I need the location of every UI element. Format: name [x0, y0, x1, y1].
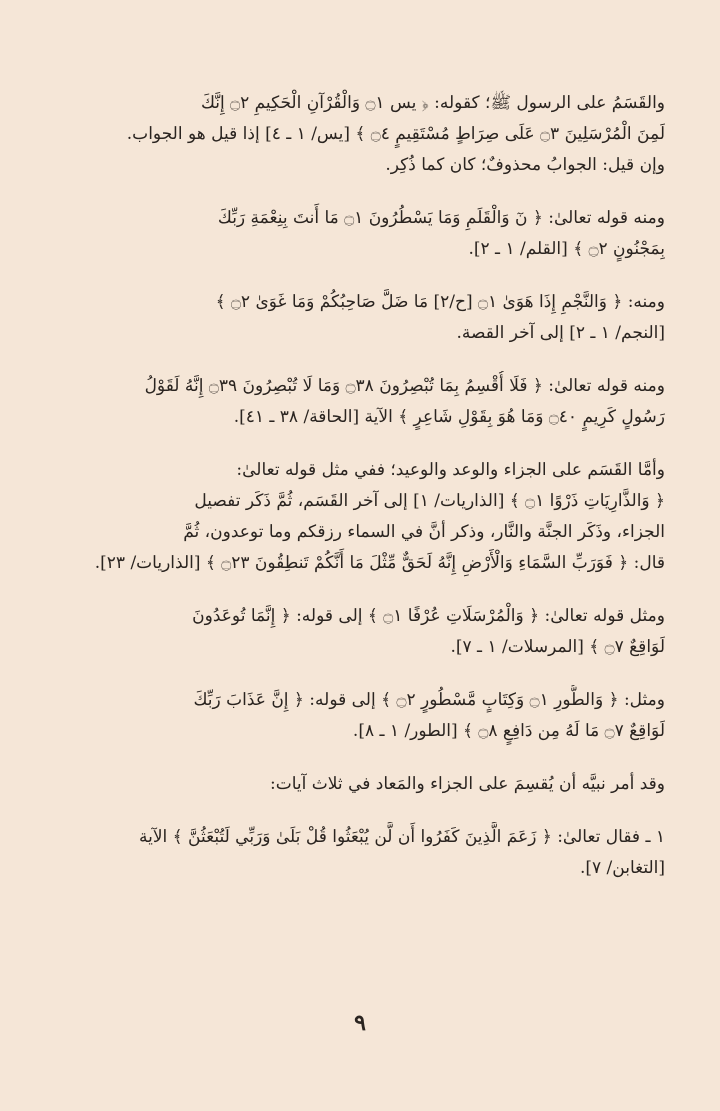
paragraph: [55, 455, 665, 579]
text-line: [النجم/ ١ ـ ٢] إلى آخر القصة.: [456, 323, 665, 343]
text-line: ومنه قوله تعالىٰ: ﴿ فَلَا أُقْسِمُ بِمَا تُبْصِرُونَ ۝٣٨ وَمَا لَا تُبْصِرُونَ ۝٣٩ إِنَّهُ لَقَوْلُ: [144, 376, 665, 396]
page-text: [55, 88, 665, 884]
paragraph: [55, 822, 665, 884]
page-number: ٩: [354, 1010, 366, 1036]
text-line: الجزاء، وذَكَر الجنَّة والنَّار، وذكر أنَّ في السماء رزقكم وما توعدون، ثُمَّ: [183, 522, 665, 542]
text-line: لَمِنَ الْمُرْسَلِينَ ۝٣ عَلَى صِرَاطٍ مُسْتَقِيمٍ ۝٤ ﴾ [يس/ ١ ـ ٤] إذا قيل هو الجواب.: [126, 124, 665, 144]
paragraph: [55, 203, 665, 265]
paragraph: [55, 769, 665, 800]
text-line: وأمَّا القَسَم على الجزاء والوعد والوعيد؛ ففي مثل قوله تعالىٰ:: [236, 460, 665, 480]
paragraph: [55, 685, 665, 747]
paragraph: [55, 601, 665, 663]
text-line: والقَسَمُ على الرسول ﷺ؛ كقوله: ﴿ يس ۝١ وَالْقُرْآنِ الْحَكِيمِ ۝٢ إِنَّكَ: [200, 93, 665, 113]
text-line: ومنه: ﴿ وَالنَّجْمِ إِذَا هَوَىٰ ۝١ [ح/٢] مَا ضَلَّ صَاحِبُكُمْ وَمَا غَوَىٰ ۝٢ ﴾: [215, 292, 665, 312]
text-line: ومثل قوله تعالىٰ: ﴿ وَالْمُرْسَلَاتِ عُرْفًا ۝١ ﴾ إلى قوله: ﴿ إِنَّمَا تُوعَدُونَ: [192, 606, 665, 626]
text-line: وقد أمر نبيَّه أن يُقسِمَ على الجزاء والمَعاد في ثلاث آيات:: [270, 774, 665, 794]
paragraph: [55, 287, 665, 349]
text-line: ومثل: ﴿ وَالطُّورِ ۝١ وَكِتَابٍ مَّسْطُورٍ ۝٢ ﴾ إلى قوله: ﴿ إِنَّ عَذَابَ رَبِّكَ: [193, 690, 665, 710]
paragraph: [55, 88, 665, 181]
text-line: بِمَجْنُونٍ ۝٢ ﴾ [القلم/ ١ ـ ٢].: [468, 239, 665, 259]
text-line: [التغابن/ ٧].: [579, 858, 665, 878]
text-line: لَوَاقِعٌ ۝٧ مَا لَهُ مِن دَافِعٍ ۝٨ ﴾ [الطور/ ١ ـ ٨].: [352, 721, 665, 741]
text-line: ومنه قوله تعالىٰ: ﴿ نٓ وَالْقَلَمِ وَمَا يَسْطُرُونَ ۝١ مَا أَنتَ بِنِعْمَةِ رَبِّكَ: [217, 208, 665, 228]
text-line: قال: ﴿ فَوَرَبِّ السَّمَاءِ وَالْأَرْضِ إِنَّهُ لَحَقٌّ مِّثْلَ مَا أَنَّكُمْ تَنطِقُونَ ۝٢٣ ﴾ [الذاريات/ ٢٣].: [94, 553, 665, 573]
text-line: ١ ـ فقال تعالىٰ: ﴿ زَعَمَ الَّذِينَ كَفَرُوا أَن لَّن يُبْعَثُوا قُلْ بَلَىٰ وَرَبِّي لَتُبْعَثُنَّ ﴾ الآية: [139, 827, 665, 847]
paragraph: [55, 371, 665, 433]
text-line: ﴿ وَالذَّارِيَاتِ ذَرْوًا ۝١ ﴾ [الذاريات/ ١] إلى آخر القَسَم، ثُمَّ ذَكَر تفصيل: [194, 491, 665, 511]
text-line: رَسُولٍ كَرِيمٍ ۝٤٠ وَمَا هُوَ بِقَوْلِ شَاعِرٍ ﴾ الآية [الحاقة/ ٣٨ ـ ٤١].: [233, 407, 665, 427]
text-line: وإن قيل: الجوابُ محذوفٌ؛ كان كما ذُكِر.: [385, 155, 665, 175]
text-line: لَوَاقِعٌ ۝٧ ﴾ [المرسلات/ ١ ـ ٧].: [450, 637, 665, 657]
